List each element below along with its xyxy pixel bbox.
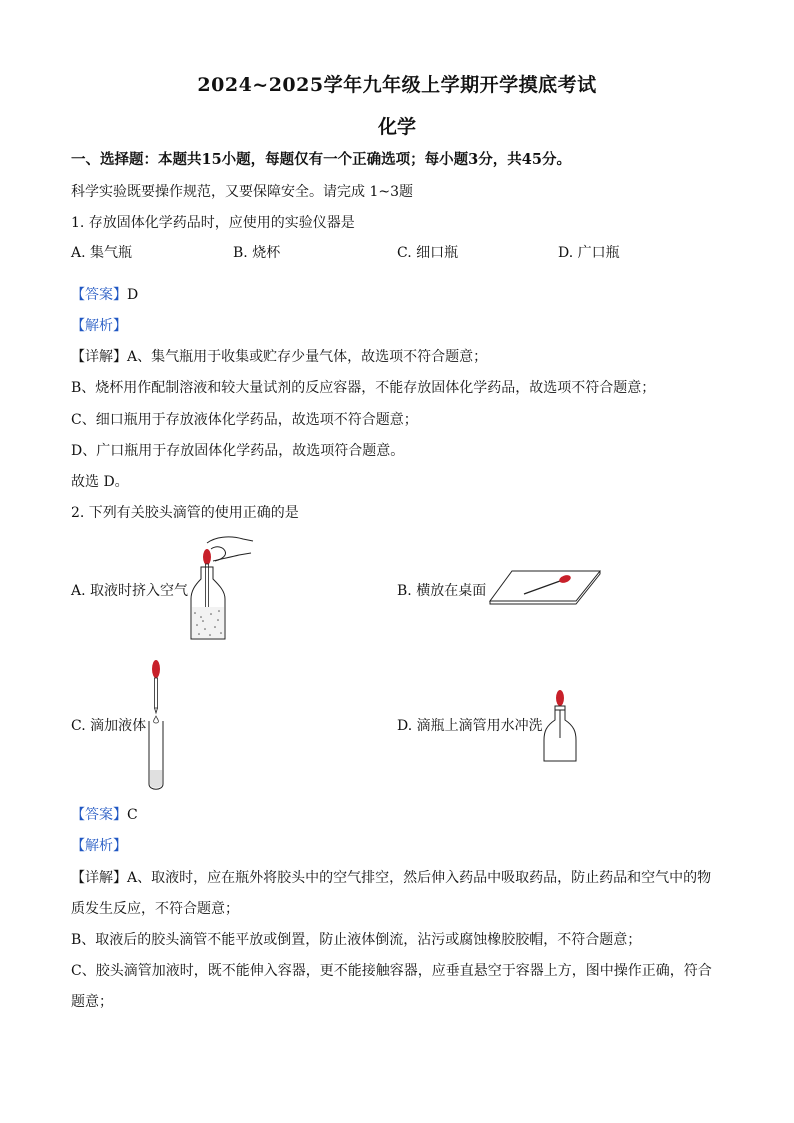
q1-detail-line-3: C、细口瓶用于存放液体化学药品，故选项不符合题意； — [71, 412, 418, 428]
q1-detail-line-4: D、广口瓶用于存放固体化学药品，故选项符合题意。 — [71, 443, 405, 459]
answer-tag: 【答案】 — [71, 287, 127, 303]
exam-title: 2024~2025学年九年级上学期开学摸底考试 — [197, 74, 597, 96]
answer-tag: 【答案】 — [71, 807, 127, 823]
q2-detail-line-2: 质发生反应，不符合题意； — [71, 901, 239, 917]
q2-detail-line-5: 题意； — [71, 994, 113, 1010]
dropper-above-tube-figure — [143, 658, 173, 793]
q2-answer: C — [127, 807, 138, 823]
q2-detail-line-1 — [71, 868, 711, 888]
section-heading: 一、选择题：本题共15小题，每题仅有一个正确选项；每小题3分，共45分。 — [71, 151, 571, 168]
q2-option-c: C. 滴加液体 — [71, 718, 147, 734]
q2-detail-line-3: B、取液后的胶头滴管不能平放或倒置，防止液体倒流，沾污或腐蚀橡胶胶帽，不符合题意； — [71, 932, 642, 948]
dropper-into-bottle-figure — [185, 535, 260, 647]
q2-detail-text: A、取液时，应在瓶外将胶头中的空气排空，然后伸入药品中吸取药品，防止药品和空气中的物 — [127, 870, 712, 886]
q2-answer-line — [71, 805, 138, 825]
q1-option-b: B. 烧杯 — [233, 245, 281, 261]
q2-option-b: B. 横放在桌面 — [397, 583, 487, 599]
q1-answer: D — [127, 287, 139, 303]
q1-stem: 1. 存放固体化学药品时，应使用的实验仪器是 — [71, 215, 355, 231]
dropper-on-bench-figure — [488, 567, 604, 607]
q1-detail-line-1 — [71, 347, 487, 367]
dropping-bottle-figure — [540, 688, 580, 764]
exam-subject: 化学 — [377, 116, 416, 138]
q1-analysis-tag: 【解析】 — [71, 318, 127, 334]
q2-option-d: D. 滴瓶上滴管用水冲洗 — [397, 718, 543, 734]
q1-detail-text: A、集气瓶用于收集或贮存少量气体，故选项不符合题意； — [127, 349, 488, 365]
q2-option-a: A. 取液时挤入空气 — [71, 583, 189, 599]
q1-option-d: D. 广口瓶 — [558, 245, 620, 261]
detail-tag: 【详解】 — [71, 870, 127, 886]
q1-option-a: A. 集气瓶 — [71, 245, 133, 261]
q2-analysis-tag: 【解析】 — [71, 838, 127, 854]
q2-stem: 2. 下列有关胶头滴管的使用正确的是 — [71, 505, 299, 521]
q1-detail-line-2: B、烧杯用作配制溶液和较大量试剂的反应容器，不能存放固体化学药品，故选项不符合题意； — [71, 380, 656, 396]
q1-answer-line — [71, 285, 138, 305]
detail-tag: 【详解】 — [71, 349, 127, 365]
section-intro: 科学实验既要操作规范，又要保障安全。请完成 1~3题 — [71, 184, 413, 200]
q2-detail-line-4: C、胶头滴管加液时，既不能伸入容器，更不能接触容器，应垂直悬空于容器上方，图中操作正确，符合 — [71, 963, 712, 979]
q1-option-c: C. 细口瓶 — [397, 245, 459, 261]
q1-conclusion: 故选 D。 — [71, 474, 129, 490]
